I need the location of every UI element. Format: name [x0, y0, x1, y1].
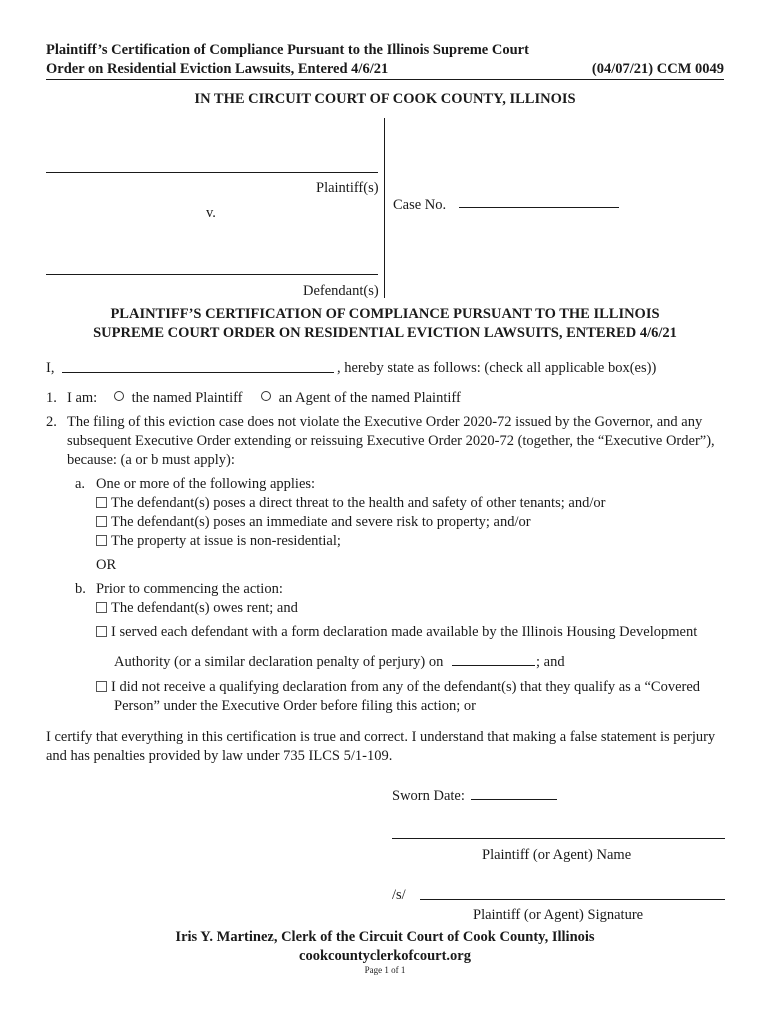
- defendant-label: Defendant(s): [303, 283, 379, 299]
- agent-name-label: Plaintiff (or Agent) Name: [482, 847, 632, 863]
- no-declaration-line2: Person” under the Executive Order before filing this action; or: [114, 698, 476, 714]
- item2-number: 2.: [46, 414, 57, 430]
- item1-number: 1.: [46, 390, 57, 406]
- form-code: (04/07/21) CCM 0049: [591, 61, 724, 77]
- plaintiff-name-line[interactable]: [46, 172, 378, 173]
- served-date-field[interactable]: [452, 665, 535, 666]
- signature-label: Plaintiff (or Agent) Signature: [473, 907, 644, 923]
- radio-circle-icon: [114, 391, 124, 401]
- caption-divider: [384, 118, 385, 298]
- or-label: OR: [96, 557, 117, 573]
- served-declaration-line2-prefix: Authority (or a similar declaration penalty of perjury) on: [114, 654, 444, 670]
- court-name: IN THE CIRCUIT COURT OF COOK COUNTY, ILLINOIS: [194, 91, 576, 107]
- item2-line3: because: (a or b must apply):: [67, 452, 235, 468]
- signature-field[interactable]: [420, 899, 725, 900]
- section-b-lead: Prior to commencing the action:: [96, 581, 283, 597]
- page-number: Page 1 of 1: [364, 965, 406, 975]
- intro-suffix: , hereby state as follows: (check all applicable box(es)): [337, 360, 657, 376]
- checkbox-non-residential-label: The property at issue is non-residential;: [111, 533, 341, 549]
- clerk-website[interactable]: cookcountyclerkofcourt.org: [299, 948, 471, 964]
- radio-circle-icon: [261, 391, 271, 401]
- section-b-letter: b.: [75, 581, 86, 597]
- checkbox-direct-threat[interactable]: [96, 494, 605, 513]
- item2-line2: subsequent Executive Order extending or reissuing Executive Order 2020-72 (together, the “Executive Order”),: [67, 433, 715, 449]
- section-a-lead: One or more of the following applies:: [96, 476, 316, 492]
- header-rule: [46, 79, 724, 80]
- item1-lead: I am:: [67, 390, 98, 406]
- checkbox-no-declaration-label: I did not receive a qualifying declaration from any of the defendant(s) that they qualify as a “Covered: [111, 679, 701, 695]
- section-a-letter: a.: [75, 476, 86, 492]
- form-title-line2: SUPREME COURT ORDER ON RESIDENTIAL EVICTION LAWSUITS, ENTERED 4/6/21: [93, 325, 677, 341]
- sworn-date-label: Sworn Date:: [392, 788, 465, 804]
- checkbox-icon: [96, 497, 107, 508]
- checkbox-icon: [96, 602, 107, 613]
- checkbox-served-declaration[interactable]: [96, 623, 697, 642]
- certify-line2: and has penalties provided by law under 735 ILCS 5/1-109.: [46, 748, 393, 764]
- checkbox-icon: [96, 626, 107, 637]
- checkbox-owes-rent[interactable]: [96, 599, 298, 618]
- signature-prefix: /s/: [392, 887, 406, 903]
- item2-line1: The filing of this eviction case does not violate the Executive Order 2020-72 issued by the Governor, and any: [67, 414, 703, 430]
- sworn-date-field[interactable]: [471, 799, 557, 800]
- checkbox-icon: [96, 681, 107, 692]
- intro-prefix: I,: [46, 360, 55, 376]
- form-header-title-line1: Plaintiff’s Certification of Compliance Pursuant to the Illinois Supreme Court: [46, 42, 529, 58]
- checkbox-owes-rent-label: The defendant(s) owes rent; and: [111, 600, 298, 616]
- checkbox-served-declaration-label: I served each defendant with a form declaration made available by the Illinois Housing Development: [111, 624, 698, 640]
- form-header-title-line2: Order on Residential Eviction Lawsuits, Entered 4/6/21: [46, 61, 389, 77]
- checkbox-icon: [96, 516, 107, 527]
- checkbox-property-risk-label: The defendant(s) poses an immediate and severe risk to property; and/or: [111, 514, 531, 530]
- versus-label: v.: [206, 205, 216, 221]
- clerk-name: Iris Y. Martinez, Clerk of the Circuit Court of Cook County, Illinois: [175, 929, 595, 945]
- checkbox-property-risk[interactable]: [96, 513, 531, 532]
- radio-agent[interactable]: [261, 389, 461, 408]
- radio-named-plaintiff-label: the named Plaintiff: [131, 390, 243, 406]
- checkbox-no-declaration[interactable]: [96, 678, 700, 697]
- certify-line1: I certify that everything in this certification is true and correct. I understand that making a false statement is perjury: [46, 729, 716, 745]
- checkbox-non-residential[interactable]: [96, 532, 341, 551]
- plaintiff-label: Plaintiff(s): [316, 180, 379, 196]
- defendant-name-line[interactable]: [46, 274, 378, 275]
- case-number-label: Case No.: [393, 197, 447, 213]
- form-title-line1: PLAINTIFF’S CERTIFICATION OF COMPLIANCE PURSUANT TO THE ILLINOIS: [110, 306, 660, 322]
- checkbox-icon: [96, 535, 107, 546]
- served-declaration-line2-suffix: ; and: [536, 654, 565, 670]
- radio-named-plaintiff[interactable]: [114, 389, 243, 408]
- radio-agent-label: an Agent of the named Plaintiff: [278, 390, 461, 406]
- checkbox-direct-threat-label: The defendant(s) poses a direct threat to the health and safety of other tenants; and/or: [111, 495, 606, 511]
- agent-name-field[interactable]: [392, 838, 725, 839]
- case-number-field[interactable]: [459, 207, 619, 208]
- declarant-name-field[interactable]: [62, 372, 334, 373]
